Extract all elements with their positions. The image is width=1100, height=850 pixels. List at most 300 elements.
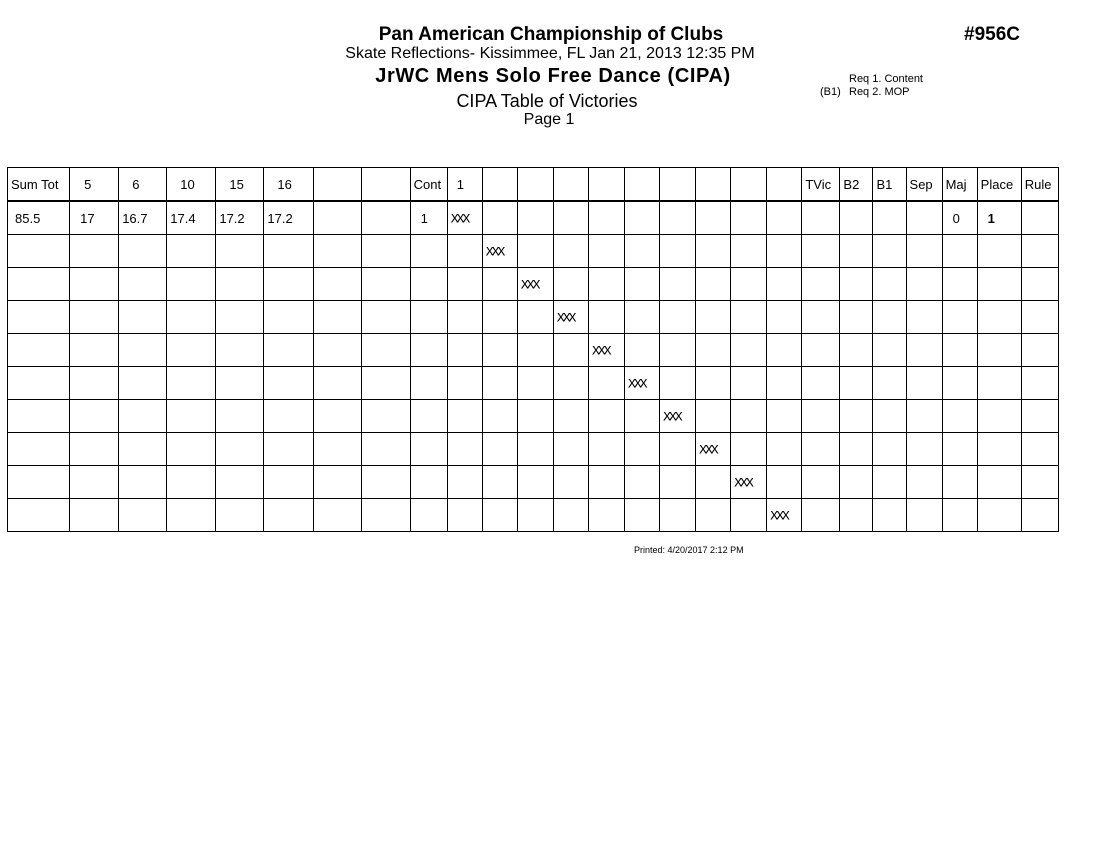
table-cell xyxy=(660,301,696,334)
table-cell xyxy=(840,301,873,334)
table-cell xyxy=(942,201,977,235)
column-header-label: 1 xyxy=(456,176,464,192)
column-header xyxy=(731,168,767,202)
table-row xyxy=(8,499,1059,532)
column-header-label: Sep xyxy=(909,176,933,192)
cell-value xyxy=(907,442,910,457)
cell-value xyxy=(216,409,219,424)
cell-value xyxy=(731,343,734,358)
self-comparison-mark: XXX xyxy=(663,410,681,424)
table-cell xyxy=(625,367,660,400)
cell-value xyxy=(70,310,80,325)
table-cell xyxy=(361,201,410,235)
cell-value xyxy=(8,376,15,391)
cell-value xyxy=(589,376,592,391)
cell-value xyxy=(625,277,628,292)
table-cell xyxy=(553,334,588,367)
table-cell xyxy=(482,367,517,400)
cell-value xyxy=(696,244,699,259)
table-cell xyxy=(696,367,731,400)
table-cell xyxy=(1021,334,1058,367)
cell-value xyxy=(978,475,988,490)
cell-value xyxy=(840,376,843,391)
table-cell xyxy=(873,268,906,301)
table-cell xyxy=(873,499,906,532)
table-cell xyxy=(216,201,264,235)
table-cell xyxy=(410,499,447,532)
cell-value xyxy=(873,310,876,325)
cell-value xyxy=(314,310,317,325)
table-cell xyxy=(625,235,660,268)
cell-value xyxy=(314,244,317,259)
cell-value xyxy=(589,508,592,523)
table-cell xyxy=(767,466,802,499)
table-cell xyxy=(264,400,313,433)
column-header xyxy=(216,168,264,202)
cell-value xyxy=(943,310,953,325)
column-header-label: Place xyxy=(980,176,1014,192)
column-header-label: TVic xyxy=(805,176,832,192)
table-cell xyxy=(482,268,517,301)
cell-value xyxy=(943,508,953,523)
table-cell xyxy=(264,301,313,334)
table-cell xyxy=(906,334,942,367)
table-cell xyxy=(731,301,767,334)
table-cell xyxy=(625,268,660,301)
table-cell xyxy=(873,201,906,235)
table-cell xyxy=(119,268,167,301)
table-cell xyxy=(410,433,447,466)
table-row xyxy=(8,235,1059,268)
table-cell xyxy=(313,499,361,532)
cell-value xyxy=(518,376,521,391)
cell-value xyxy=(119,343,122,358)
cell-value xyxy=(731,310,734,325)
table-cell xyxy=(313,334,361,367)
cell-value xyxy=(696,409,699,424)
table-cell xyxy=(802,235,840,268)
table-cell xyxy=(696,268,731,301)
cell-value xyxy=(840,310,843,325)
cell-value xyxy=(518,442,521,457)
cell-value xyxy=(873,508,876,523)
cell-value xyxy=(943,244,953,259)
cell-value xyxy=(362,211,365,226)
table-cell xyxy=(942,367,977,400)
table-cell xyxy=(731,201,767,235)
table-cell xyxy=(906,400,942,433)
table-cell xyxy=(906,433,942,466)
cell-value xyxy=(731,442,734,457)
column-header-label: Cont xyxy=(413,176,442,192)
cell-value xyxy=(873,211,876,226)
table-cell xyxy=(977,499,1021,532)
cell-value xyxy=(907,376,910,391)
table-row xyxy=(8,301,1059,334)
requirement-2-tag: (B1) xyxy=(820,86,841,98)
column-header-label xyxy=(518,177,521,192)
table-cell xyxy=(802,433,840,466)
cell-value xyxy=(625,343,628,358)
cell-value xyxy=(802,310,805,325)
cell-value xyxy=(978,409,988,424)
cell-value xyxy=(264,376,267,391)
cell-value xyxy=(411,376,421,391)
cell-value xyxy=(1022,211,1025,226)
cell-value xyxy=(907,310,910,325)
cell-value xyxy=(264,277,267,292)
cell-value xyxy=(216,310,219,325)
table-cell xyxy=(731,400,767,433)
cell-value xyxy=(660,244,663,259)
cell-value xyxy=(314,508,317,523)
table-cell xyxy=(873,433,906,466)
cell-value xyxy=(362,475,365,490)
table-cell xyxy=(696,334,731,367)
cell-value xyxy=(167,376,170,391)
cell-value xyxy=(70,475,80,490)
cell-value xyxy=(625,244,628,259)
table-cell xyxy=(361,301,410,334)
table-cell xyxy=(660,235,696,268)
table-header-row xyxy=(8,168,1059,202)
table-cell xyxy=(840,201,873,235)
cell-value xyxy=(362,310,365,325)
table-row xyxy=(8,201,1059,235)
cell-value xyxy=(589,310,592,325)
cell-value xyxy=(362,409,365,424)
cell-value xyxy=(802,277,805,292)
table-cell xyxy=(696,433,731,466)
table-cell xyxy=(517,400,553,433)
cell-value xyxy=(411,244,421,259)
cell-value xyxy=(483,409,486,424)
table-cell xyxy=(167,499,216,532)
table-cell xyxy=(167,334,216,367)
table-cell xyxy=(977,301,1021,334)
table-cell xyxy=(361,334,410,367)
cell-value xyxy=(483,475,486,490)
table-cell xyxy=(264,268,313,301)
table-cell xyxy=(167,235,216,268)
table-cell xyxy=(588,334,624,367)
table-cell xyxy=(167,400,216,433)
cell-value xyxy=(840,277,843,292)
table-cell xyxy=(517,367,553,400)
cell-value xyxy=(411,508,421,523)
table-cell xyxy=(216,268,264,301)
cell-value xyxy=(8,475,15,490)
table-cell xyxy=(588,301,624,334)
cell-value xyxy=(362,376,365,391)
cell-value xyxy=(660,277,663,292)
table-cell xyxy=(588,400,624,433)
cell-value xyxy=(731,277,734,292)
table-cell xyxy=(70,466,119,499)
cell-value xyxy=(978,310,988,325)
cell-value xyxy=(483,376,486,391)
table-cell xyxy=(802,499,840,532)
cell-value xyxy=(1022,409,1025,424)
cell-value xyxy=(483,211,486,226)
column-header xyxy=(942,168,977,202)
table-cell xyxy=(410,367,447,400)
table-cell xyxy=(942,433,977,466)
cell-value xyxy=(873,475,876,490)
column-header-label: B1 xyxy=(876,176,893,192)
table-cell xyxy=(8,268,70,301)
table-cell xyxy=(216,334,264,367)
table-cell xyxy=(802,367,840,400)
table-cell xyxy=(840,433,873,466)
cell-value xyxy=(119,310,122,325)
table-cell xyxy=(660,268,696,301)
table-cell xyxy=(119,334,167,367)
table-cell xyxy=(942,268,977,301)
cell-value xyxy=(448,343,451,358)
cell-value xyxy=(943,277,953,292)
table-cell xyxy=(906,499,942,532)
cell-value xyxy=(731,211,734,226)
cell-value xyxy=(696,508,699,523)
cell-value xyxy=(411,475,421,490)
table-cell xyxy=(119,367,167,400)
cell-value: 1 xyxy=(987,210,995,226)
table-cell xyxy=(942,301,977,334)
cell-value xyxy=(362,508,365,523)
table-cell xyxy=(625,301,660,334)
cell-value xyxy=(411,310,421,325)
cell-value xyxy=(362,442,365,457)
table-cell xyxy=(8,334,70,367)
table-cell xyxy=(660,400,696,433)
table-cell xyxy=(119,466,167,499)
column-header xyxy=(802,168,840,202)
table-cell xyxy=(840,400,873,433)
cell-value xyxy=(264,244,267,259)
cell-value xyxy=(314,376,317,391)
cell-value xyxy=(167,277,170,292)
table-cell xyxy=(313,367,361,400)
cell-value xyxy=(8,244,15,259)
cell-value xyxy=(167,409,170,424)
cell-value xyxy=(518,343,521,358)
column-header xyxy=(625,168,660,202)
table-cell xyxy=(264,334,313,367)
table-cell xyxy=(731,433,767,466)
cell-value xyxy=(660,211,663,226)
cell-value xyxy=(943,475,953,490)
table-cell xyxy=(802,301,840,334)
table-cell xyxy=(361,400,410,433)
cell-value xyxy=(1022,508,1025,523)
self-comparison-mark: XXX xyxy=(520,278,539,292)
cell-value xyxy=(70,376,80,391)
cell-value xyxy=(554,376,557,391)
table-cell xyxy=(482,400,517,433)
table-cell xyxy=(70,400,119,433)
table-cell xyxy=(553,466,588,499)
cell-value xyxy=(448,244,451,259)
table-cell xyxy=(517,466,553,499)
column-header xyxy=(696,168,731,202)
cell-value xyxy=(314,277,317,292)
cell-value xyxy=(696,211,699,226)
cell-value xyxy=(554,277,557,292)
table-cell xyxy=(660,334,696,367)
table-cell xyxy=(588,466,624,499)
cell-value xyxy=(119,244,122,259)
cell-value xyxy=(660,442,663,457)
table-cell xyxy=(1021,301,1058,334)
table-cell xyxy=(8,466,70,499)
table-cell xyxy=(264,433,313,466)
table-cell xyxy=(361,466,410,499)
table-row xyxy=(8,268,1059,301)
column-header-label xyxy=(696,177,699,192)
column-header-label xyxy=(625,177,628,192)
cell-value xyxy=(483,442,486,457)
table-cell xyxy=(767,301,802,334)
cell-value xyxy=(943,442,953,457)
table-cell xyxy=(216,433,264,466)
table-cell xyxy=(977,367,1021,400)
column-header xyxy=(482,168,517,202)
cell-value xyxy=(696,475,699,490)
table-cell xyxy=(840,367,873,400)
column-header xyxy=(553,168,588,202)
cell-value xyxy=(943,409,953,424)
cell-value xyxy=(767,442,770,457)
cell-value xyxy=(907,211,910,226)
table-cell xyxy=(731,367,767,400)
cell-value xyxy=(978,277,988,292)
cell-value xyxy=(314,409,317,424)
table-cell xyxy=(660,367,696,400)
cell-value xyxy=(696,343,699,358)
column-header-label: 15 xyxy=(229,176,244,192)
cell-value xyxy=(8,442,15,457)
table-cell xyxy=(696,499,731,532)
table-cell xyxy=(410,301,447,334)
table-cell xyxy=(731,235,767,268)
column-header-label xyxy=(554,177,557,192)
cell-value xyxy=(1022,376,1025,391)
cell-value xyxy=(119,508,122,523)
table-cell xyxy=(264,367,313,400)
self-comparison-mark: XXX xyxy=(734,476,752,490)
table-cell xyxy=(588,499,624,532)
cell-value xyxy=(840,508,843,523)
cell-value xyxy=(1022,343,1025,358)
cell-value xyxy=(448,508,451,523)
cell-value xyxy=(216,244,219,259)
cell-value xyxy=(448,442,451,457)
table-cell xyxy=(410,466,447,499)
table-cell xyxy=(119,235,167,268)
column-header xyxy=(8,168,70,202)
cell-value xyxy=(802,343,805,358)
cell-value: 17.2 xyxy=(219,210,245,226)
table-cell xyxy=(767,433,802,466)
table-cell xyxy=(167,301,216,334)
table-cell xyxy=(731,334,767,367)
table-cell xyxy=(625,433,660,466)
table-cell xyxy=(8,400,70,433)
column-header xyxy=(447,168,482,202)
table-cell xyxy=(625,201,660,235)
table-cell xyxy=(1021,367,1058,400)
table-cell xyxy=(840,334,873,367)
table-cell xyxy=(696,235,731,268)
cell-value xyxy=(589,409,592,424)
cell-value xyxy=(589,475,592,490)
column-header xyxy=(767,168,802,202)
cell-value xyxy=(767,277,770,292)
cell-value xyxy=(802,475,805,490)
cell-value xyxy=(70,442,80,457)
table-cell xyxy=(447,268,482,301)
cell-value xyxy=(411,442,421,457)
table-cell xyxy=(553,268,588,301)
self-comparison-mark: XXX xyxy=(450,212,469,226)
table-cell xyxy=(802,201,840,235)
self-comparison-mark: XXX xyxy=(556,311,575,325)
column-header xyxy=(264,168,313,202)
cell-value xyxy=(411,277,421,292)
cell-value xyxy=(518,409,521,424)
cell-value xyxy=(8,277,15,292)
cell-value xyxy=(119,376,122,391)
cell-value xyxy=(767,310,770,325)
cell-value xyxy=(767,409,770,424)
table-cell xyxy=(447,301,482,334)
cell-value xyxy=(660,376,663,391)
table-cell xyxy=(119,301,167,334)
cell-value xyxy=(767,343,770,358)
cell-value xyxy=(1022,310,1025,325)
cell-value xyxy=(314,211,317,226)
table-cell xyxy=(696,201,731,235)
cell-value: 1 xyxy=(420,210,428,226)
table-cell xyxy=(216,235,264,268)
column-header-label: 10 xyxy=(180,176,195,192)
table-cell xyxy=(553,201,588,235)
cell-value xyxy=(8,343,15,358)
table-cell xyxy=(588,433,624,466)
cell-value: 85.5 xyxy=(15,210,41,226)
table-cell xyxy=(906,466,942,499)
cell-value xyxy=(264,409,267,424)
cell-value xyxy=(518,508,521,523)
cell-value xyxy=(167,244,170,259)
table-cell xyxy=(119,201,167,235)
table-cell xyxy=(731,268,767,301)
table-cell xyxy=(553,433,588,466)
column-header xyxy=(167,168,216,202)
cell-value xyxy=(907,244,910,259)
table-cell xyxy=(8,301,70,334)
cell-value xyxy=(625,508,628,523)
table-cell xyxy=(767,367,802,400)
column-header xyxy=(313,168,361,202)
table-cell xyxy=(517,268,553,301)
column-header-label xyxy=(589,177,592,192)
cell-value xyxy=(483,310,486,325)
table-cell xyxy=(696,400,731,433)
table-cell xyxy=(216,367,264,400)
table-cell xyxy=(977,433,1021,466)
